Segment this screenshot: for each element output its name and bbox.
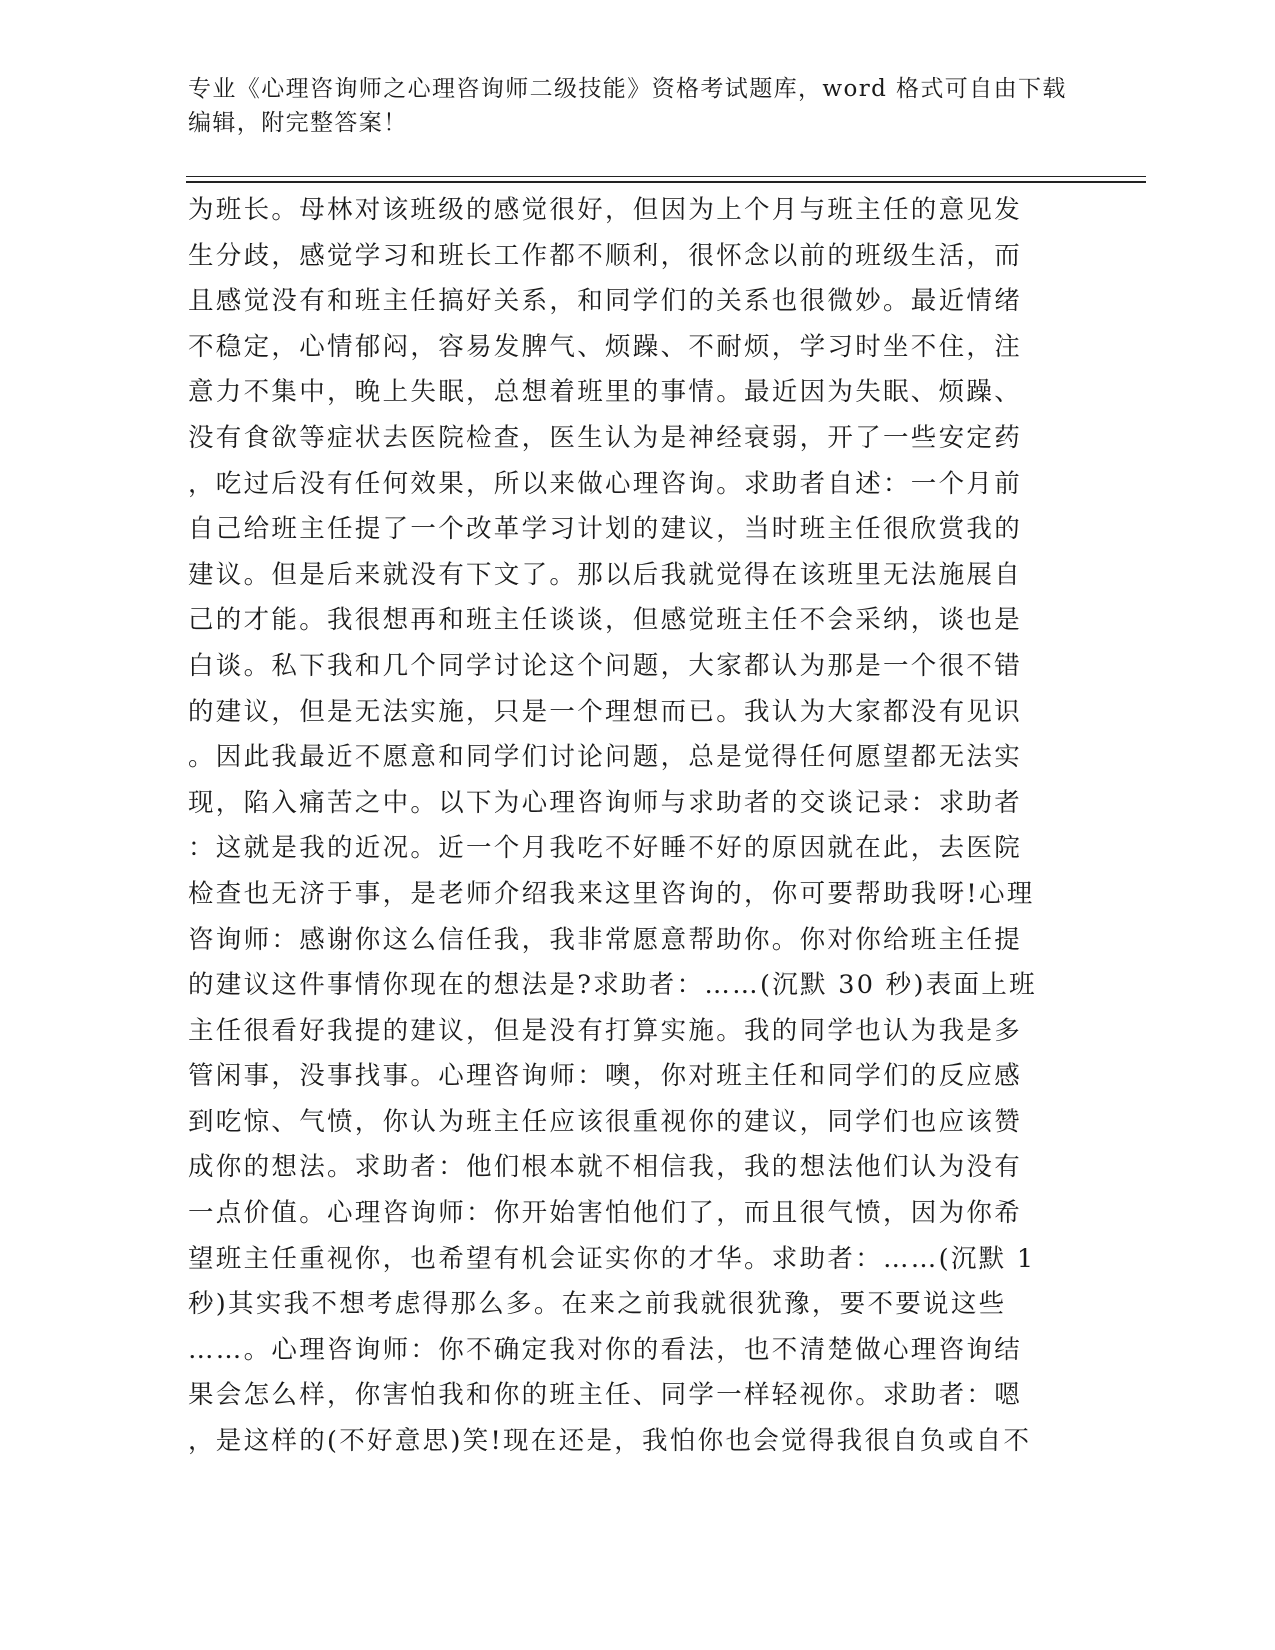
header-divider <box>186 176 1146 177</box>
text-line: 生分歧，感觉学习和班长工作都不顺利，很怀念以前的班级生活，而 <box>188 240 1023 271</box>
text-line: 且感觉没有和班主任搞好关系，和同学们的关系也很微妙。最近情绪 <box>188 286 1023 317</box>
text-line: 果会怎么样，你害怕我和你的班主任、同学一样轻视你。求助者：嗯 <box>188 1380 1023 1411</box>
text-line: 的建议这件事情你现在的想法是?求助者：……(沉默 30 秒)表面上班 <box>188 970 1037 1001</box>
text-line: ：这就是我的近况。近一个月我吃不好睡不好的原因就在此，去医院 <box>188 833 1023 864</box>
text-line: 管闲事，没事找事。心理咨询师：噢，你对班主任和同学们的反应感 <box>188 1061 1023 1092</box>
text-line: 。因此我最近不愿意和同学们讨论问题，总是觉得任何愿望都无法实 <box>188 742 1023 773</box>
page-header: 专业《心理咨询师之心理咨询师二级技能》资格考试题库，word 格式可自由下载 编辑，附完整答案！ <box>188 76 1067 136</box>
text-line: 咨询师：感谢你这么信任我，我非常愿意帮助你。你对你给班主任提 <box>188 924 1023 955</box>
text-line: 没有食欲等症状去医院检查，医生认为是神经衰弱，开了一些安定药 <box>188 422 1023 453</box>
text-line: 检查也无济于事，是老师介绍我来这里咨询的，你可要帮助我呀!心理 <box>188 878 1035 909</box>
text-line: 的建议，但是无法实施，只是一个理想而已。我认为大家都没有见识 <box>188 696 1023 727</box>
text-line: 成你的想法。求助者：他们根本就不相信我，我的想法他们认为没有 <box>188 1152 1023 1183</box>
text-line: 到吃惊、气愤，你认为班主任应该很重视你的建议，同学们也应该赞 <box>188 1106 1023 1137</box>
text-line: ，是这样的(不好意思)笑!现在还是，我怕你也会觉得我很自负或自不 <box>188 1426 1032 1457</box>
text-line: 望班主任重视你，也希望有机会证实你的才华。求助者：……(沉默 1 <box>188 1243 1036 1274</box>
text-line: 现，陷入痛苦之中。以下为心理咨询师与求助者的交谈记录：求助者 <box>188 787 1023 818</box>
body-text <box>188 188 1068 1465</box>
text-line: 自己给班主任提了一个改革学习计划的建议，当时班主任很欣赏我的 <box>188 514 1023 545</box>
text-line: 建议。但是后来就没有下文了。那以后我就觉得在该班里无法施展自 <box>188 559 1023 590</box>
text-line: ……。心理咨询师：你不确定我对你的看法，也不清楚做心理咨询结 <box>188 1334 1023 1365</box>
text-line: 白谈。私下我和几个同学讨论这个问题，大家都认为那是一个很不错 <box>188 650 1023 681</box>
header-divider-thick <box>186 181 1146 183</box>
text-line: 秒)其实我不想考虑得那么多。在来之前我就很犹豫，要不要说这些 <box>188 1289 1007 1320</box>
text-line: 主任很看好我提的建议，但是没有打算实施。我的同学也认为我是多 <box>188 1015 1023 1046</box>
text-line: 意力不集中，晚上失眠，总想着班里的事情。最近因为失眠、烦躁、 <box>188 377 1023 408</box>
text-line: 一点价值。心理咨询师：你开始害怕他们了，而且很气愤，因为你希 <box>188 1198 1023 1229</box>
text-line: 己的才能。我很想再和班主任谈谈，但感觉班主任不会采纳，谈也是 <box>188 605 1023 636</box>
text-line: 不稳定，心情郁闷，容易发脾气、烦躁、不耐烦，学习时坐不住，注 <box>188 331 1023 362</box>
text-line: ，吃过后没有任何效果，所以来做心理咨询。求助者自述：一个月前 <box>188 468 1023 499</box>
text-line: 为班长。母林对该班级的感觉很好，但因为上个月与班主任的意见发 <box>188 195 1023 225</box>
